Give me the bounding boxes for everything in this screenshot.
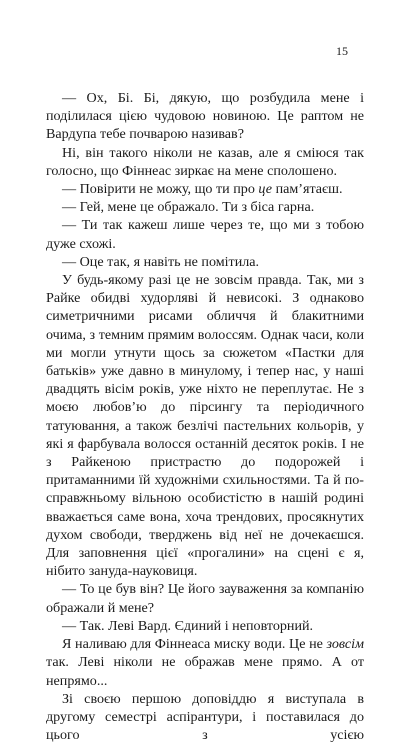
paragraph: [46, 216, 364, 252]
paragraph-text: — Гей, мене це ображало. Ти з біса гарна.: [62, 199, 315, 216]
paragraph: [46, 271, 364, 580]
emphasis-text: це: [258, 181, 273, 198]
paragraph: [46, 690, 364, 744]
paragraph-text: Я наливаю для Фіннеаса миску води. Це не: [62, 636, 327, 653]
paragraph-text: — Ох, Бі. Бі, дякую, що розбудила мене і поділилася цією чудовою новиною. Це раптом не Вардупа тебе почварою називав?: [46, 90, 364, 143]
paragraph-text: Ні, він такого ніколи не казав, але я сміюся так голосно, що Фіннеас зиркає на мене сполошено.: [46, 144, 364, 179]
paragraph-text: так. Леві ніколи не ображав мене прямо. А от непрямо...: [46, 654, 364, 689]
body-text: [46, 89, 364, 744]
paragraph: [46, 580, 364, 616]
paragraph: [46, 253, 364, 271]
paragraph: [46, 617, 364, 635]
paragraph: [46, 180, 364, 198]
paragraph: [46, 144, 364, 180]
paragraph-text: — Так. Леві Вард. Єдиний і неповторний.: [62, 617, 314, 634]
emphasis-text: зовсім: [326, 636, 364, 653]
paragraph-text: — Ти так кажеш лише через те, що ми з тобою дуже схожі.: [46, 217, 364, 252]
page-number: 15: [336, 44, 348, 58]
paragraph: [46, 635, 364, 690]
paragraph-text: — То це був він? Це його зауваження за компанію ображали й мене?: [46, 581, 364, 616]
paragraph: [46, 89, 364, 144]
paragraph-text: У будь-якому разі це не зовсім правда. Так, ми з Райке обидві худорляві й невисокі. З однаково симетричними рисами обличчя й блакитними очима, з темним прямим волоссям. Однак часи, коли ми могли утнути щось за сюжетом «Пастки для батьків» уже давно в минулому, і тепер нас, у наші двадцять вісім років, уже ніхто не переплутає. Не з моєю любов’ю до пірсингу та періодичного татуювання, а також безлічі пастельних кольорів, у які я фарбувала волосся останній десяток років. І не з Райкеною пристрастю до подорожей і притаманними їй художніми схильностями. Та й по-справжньому вільною особистістю в нашій родині вважається саме вона, хоча трендових, просякнутих духом свободи, тверджень від неї не дочекаєшся. Для заповнення цієї «прогалини» на сцені є я, нібито зануда-науковиця.: [46, 272, 364, 580]
paragraph: [46, 198, 364, 216]
paragraph-text: — Оце так, я навіть не помітила.: [62, 253, 260, 270]
paragraph-text: Зі своєю першою доповіддю я виступала в другому семестрі аспірантури, і поставилася до цього з усією: [46, 690, 364, 744]
paragraph-text: пам’ятаєш.: [272, 181, 343, 198]
paragraph-text: — Повірити не можу, що ти про: [62, 181, 259, 198]
